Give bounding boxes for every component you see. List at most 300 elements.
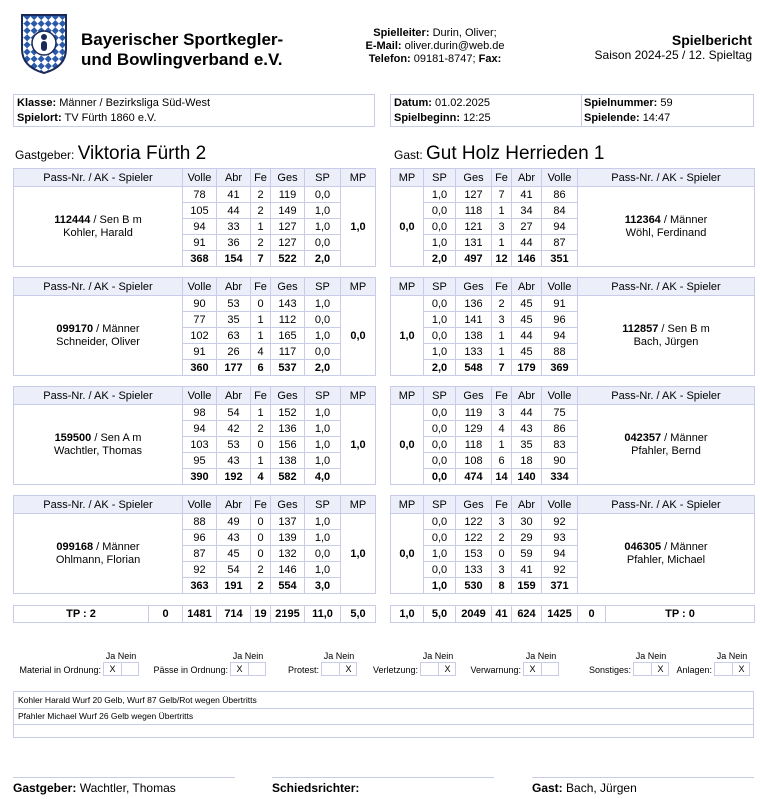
away-cell-volle: 83: [542, 437, 578, 453]
away-cell-ges: 133: [456, 344, 492, 360]
check-label: Protest:: [287, 665, 319, 675]
away-cell-abr: 27: [512, 219, 542, 235]
home-signature: [13, 777, 235, 795]
away-cell-abr: 45: [512, 312, 542, 328]
home-col-header-volle: Volle: [183, 169, 217, 187]
home-col-header-ges: Ges: [271, 278, 305, 296]
home-player-ak: / Sen B m: [90, 213, 142, 226]
home-team-title: [15, 143, 206, 165]
home-col-header-player: Pass-Nr. / AK - Spieler: [14, 278, 183, 296]
away-cell-ges: 136: [456, 296, 492, 312]
home-cell-fe: 2: [251, 187, 271, 203]
home-player-ak: / Männer: [93, 322, 140, 335]
away-cell-ges: 131: [456, 235, 492, 251]
datum-label: Datum:: [394, 97, 432, 109]
away-total-mp: 1,0: [391, 606, 424, 623]
home-player-name: Wachtler, Thomas: [53, 444, 143, 457]
check-label: Material in Ordnung:: [19, 665, 101, 675]
home-sum-abr: 177: [217, 360, 251, 376]
check-box[interactable]: [321, 662, 357, 676]
home-cell-abr: 33: [217, 219, 251, 235]
home-sum-fe: 6: [251, 360, 271, 376]
away-col-header-mp: MP: [391, 278, 424, 296]
home-cell-volle: 78: [183, 187, 217, 203]
away-cell-sp: 0,0: [424, 530, 456, 546]
home-player-info: [14, 405, 183, 485]
away-signature-value: Bach, Jürgen: [566, 781, 637, 795]
home-sum-abr: 154: [217, 251, 251, 267]
home-cell-abr: 26: [217, 344, 251, 360]
home-cell-abr: 42: [217, 421, 251, 437]
away-cell-sp: 1,0: [424, 344, 456, 360]
home-cell-ges: 139: [271, 530, 305, 546]
away-player-name: Pfahler, Bernd: [631, 444, 701, 457]
note-line: [14, 724, 753, 740]
away-sum-sp: 1,0: [424, 578, 456, 594]
away-cell-fe: 2: [492, 296, 512, 312]
home-cell-abr: 54: [217, 562, 251, 578]
home-col-header-fe: Fe: [251, 496, 271, 514]
away-cell-ges: 118: [456, 437, 492, 453]
away-cell-volle: 84: [542, 203, 578, 219]
klasse-label: Klasse:: [17, 97, 57, 109]
away-cell-ges: 141: [456, 312, 492, 328]
away-col-header-player: Pass-Nr. / AK - Spieler: [578, 278, 755, 296]
home-col-header-abr: Abr: [217, 169, 251, 187]
away-sum-ges: 530: [456, 578, 492, 594]
home-cell-abr: 43: [217, 453, 251, 469]
away-cell-sp: 0,0: [424, 328, 456, 344]
home-sum-volle: 360: [183, 360, 217, 376]
check-nein: X: [345, 664, 352, 674]
home-cell-abr: 41: [217, 187, 251, 203]
away-cell-ges: 121: [456, 219, 492, 235]
home-cell-sp: 1,0: [305, 203, 341, 219]
away-sum-ges: 497: [456, 251, 492, 267]
away-sum-abr: 159: [512, 578, 542, 594]
away-player-mp: 0,0: [391, 187, 424, 267]
away-cell-sp: 0,0: [424, 296, 456, 312]
away-cell-fe: 6: [492, 453, 512, 469]
away-cell-volle: 94: [542, 328, 578, 344]
away-col-header-abr: Abr: [512, 496, 542, 514]
home-cell-abr: 44: [217, 203, 251, 219]
away-cell-fe: 1: [492, 328, 512, 344]
away-cell-fe: 3: [492, 312, 512, 328]
report-title: Spielbericht: [671, 32, 752, 48]
away-cell-volle: 75: [542, 405, 578, 421]
home-sum-ges: 522: [271, 251, 305, 267]
away-cell-sp: 0,0: [424, 405, 456, 421]
away-cell-abr: 41: [512, 562, 542, 578]
home-cell-volle: 96: [183, 530, 217, 546]
check-box[interactable]: [420, 662, 456, 676]
away-col-header-sp: SP: [424, 278, 456, 296]
home-cell-sp: 1,0: [305, 514, 341, 530]
away-sum-volle: 369: [542, 360, 578, 376]
away-cell-fe: 7: [492, 187, 512, 203]
home-col-header-sp: SP: [305, 496, 341, 514]
home-cell-volle: 91: [183, 344, 217, 360]
note-line: Kohler Harald Wurf 20 Gelb, Wurf 87 Gelb/Rot wegen Übertritts: [14, 692, 753, 709]
home-cell-volle: 88: [183, 514, 217, 530]
home-total-cell: 0: [149, 606, 183, 623]
spielbeginn-label: Spielbeginn:: [394, 112, 460, 124]
telefon-label: Telefon:: [368, 53, 411, 65]
home-col-header-mp: MP: [341, 278, 376, 296]
home-col-header-player: Pass-Nr. / AK - Spieler: [14, 387, 183, 405]
home-cell-abr: 43: [217, 530, 251, 546]
away-col-header-volle: Volle: [542, 387, 578, 405]
home-cell-ges: 112: [271, 312, 305, 328]
check-label: Pässe in Ordnung:: [153, 665, 228, 675]
home-cell-sp: 0,0: [305, 312, 341, 328]
home-cell-ges: 149: [271, 203, 305, 219]
home-col-header-fe: Fe: [251, 387, 271, 405]
away-cell-volle: 93: [542, 530, 578, 546]
home-team-name: Viktoria Fürth 2: [77, 143, 207, 164]
away-sum-sp: 2,0: [424, 360, 456, 376]
away-cell-fe: 1: [492, 203, 512, 219]
spielort-label: Spielort:: [17, 112, 62, 124]
home-cell-ges: 137: [271, 514, 305, 530]
home-cell-volle: 103: [183, 437, 217, 453]
away-col-header-sp: SP: [424, 387, 456, 405]
home-sum-abr: 192: [217, 469, 251, 485]
away-total-sp: 5,0: [424, 606, 456, 623]
home-sum-fe: 4: [251, 469, 271, 485]
away-cell-volle: 96: [542, 312, 578, 328]
home-cell-ges: 127: [271, 219, 305, 235]
home-col-header-sp: SP: [305, 278, 341, 296]
spielort-value: TV Fürth 1860 e.V.: [64, 112, 157, 124]
home-player-mp: 1,0: [341, 405, 376, 485]
home-cell-abr: 36: [217, 235, 251, 251]
away-cell-fe: 2: [492, 530, 512, 546]
away-cell-abr: 41: [512, 187, 542, 203]
ja-nein-header: Ja Nein: [232, 651, 264, 661]
check-box[interactable]: [714, 662, 750, 676]
home-cell-ges: 117: [271, 344, 305, 360]
home-sum-volle: 390: [183, 469, 217, 485]
home-cell-ges: 132: [271, 546, 305, 562]
note-line: Pfahler Michael Wurf 26 Gelb wegen Übertritts: [14, 708, 753, 725]
home-cell-fe: 1: [251, 405, 271, 421]
home-cell-volle: 87: [183, 546, 217, 562]
away-player-ak: / Männer: [661, 540, 708, 553]
ja-nein-header: Ja Nein: [323, 651, 355, 661]
referee-signature: [272, 777, 494, 795]
away-cell-ges: 153: [456, 546, 492, 562]
away-player-block: [390, 495, 755, 594]
check-divider: [248, 663, 249, 675]
away-cell-volle: 87: [542, 235, 578, 251]
away-cell-sp: 0,0: [424, 203, 456, 219]
away-cell-abr: 30: [512, 514, 542, 530]
away-col-header-mp: MP: [391, 169, 424, 187]
home-total-volle: 1481: [183, 606, 217, 623]
ja-nein-header: Ja Nein: [525, 651, 557, 661]
check-box[interactable]: [523, 662, 559, 676]
home-col-header-sp: SP: [305, 387, 341, 405]
season-info: Saison 2024-25 / 12. Spieltag: [594, 48, 752, 62]
away-cell-abr: 43: [512, 421, 542, 437]
ja-nein-header: Ja Nein: [635, 651, 667, 661]
away-cell-abr: 45: [512, 344, 542, 360]
check-label: Verwarnung:: [470, 665, 521, 675]
away-cell-fe: 3: [492, 405, 512, 421]
away-cell-sp: 1,0: [424, 187, 456, 203]
email-value: oliver.durin@web.de: [404, 40, 505, 52]
home-player-info: [14, 514, 183, 594]
home-player-pass: 112444: [54, 213, 91, 226]
check-nein: X: [738, 664, 745, 674]
home-cell-fe: 2: [251, 203, 271, 219]
away-player-block: [390, 168, 755, 267]
away-cell-volle: 94: [542, 546, 578, 562]
check-box[interactable]: [633, 662, 669, 676]
check-box[interactable]: [103, 662, 139, 676]
home-cell-ges: 156: [271, 437, 305, 453]
away-cell-ges: 138: [456, 328, 492, 344]
away-cell-ges: 133: [456, 562, 492, 578]
home-sum-sp: 3,0: [305, 578, 341, 594]
away-player-mp: 1,0: [391, 296, 424, 376]
check-label: Verletzung:: [372, 665, 418, 675]
home-total-abr: 714: [217, 606, 251, 623]
away-cell-abr: 29: [512, 530, 542, 546]
home-cell-abr: 53: [217, 437, 251, 453]
home-player-block: [13, 168, 376, 267]
spielleiter-value: Durin, Oliver;: [432, 27, 497, 39]
away-cell-fe: 3: [492, 562, 512, 578]
home-col-header-volle: Volle: [183, 278, 217, 296]
check-ja: X: [109, 664, 116, 674]
away-cell-sp: 0,0: [424, 219, 456, 235]
away-cell-ges: 122: [456, 530, 492, 546]
away-total-abr: 624: [512, 606, 542, 623]
home-col-header-player: Pass-Nr. / AK - Spieler: [14, 169, 183, 187]
klasse-value: Männer / Bezirksliga Süd-West: [59, 97, 211, 109]
home-cell-sp: 1,0: [305, 421, 341, 437]
away-col-header-mp: MP: [391, 387, 424, 405]
away-cell-volle: 88: [542, 344, 578, 360]
away-team-name: Gut Holz Herrieden 1: [426, 143, 605, 164]
away-sum-abr: 146: [512, 251, 542, 267]
home-cell-sp: 0,0: [305, 344, 341, 360]
league-contact: [340, 27, 530, 66]
report-heading: [595, 32, 752, 62]
away-cell-sp: 0,0: [424, 421, 456, 437]
away-player-name: Wöhl, Ferdinand: [625, 226, 707, 239]
home-cell-sp: 1,0: [305, 437, 341, 453]
home-col-header-fe: Fe: [251, 278, 271, 296]
away-col-header-volle: Volle: [542, 496, 578, 514]
home-col-header-player: Pass-Nr. / AK - Spieler: [14, 496, 183, 514]
home-player-name: Schneider, Oliver: [56, 335, 140, 348]
home-player-mp: 0,0: [341, 296, 376, 376]
home-cell-volle: 91: [183, 235, 217, 251]
federation-name-line2: und Bowlingverband e.V.: [81, 50, 283, 69]
home-sum-sp: 2,0: [305, 360, 341, 376]
federation-name-line1: Bayerischer Sportkegler-: [81, 30, 284, 49]
home-cell-fe: 1: [251, 453, 271, 469]
home-cell-sp: 1,0: [305, 562, 341, 578]
home-sum-ges: 582: [271, 469, 305, 485]
away-cell-ges: 118: [456, 203, 492, 219]
away-sum-abr: 179: [512, 360, 542, 376]
away-col-header-ges: Ges: [456, 169, 492, 187]
away-player-pass: 112364: [624, 213, 661, 226]
away-cell-ges: 119: [456, 405, 492, 421]
away-cell-abr: 18: [512, 453, 542, 469]
check-ja: X: [529, 664, 536, 674]
home-player-ak: / Männer: [93, 540, 140, 553]
home-cell-sp: 1,0: [305, 328, 341, 344]
away-cell-volle: 86: [542, 187, 578, 203]
away-player-info: [578, 405, 755, 485]
away-total-cell: 0: [578, 606, 606, 623]
away-signature: [532, 777, 754, 795]
away-sum-ges: 548: [456, 360, 492, 376]
ja-nein-header: Ja Nein: [716, 651, 748, 661]
home-cell-fe: 1: [251, 328, 271, 344]
home-col-header-ges: Ges: [271, 169, 305, 187]
home-cell-ges: 127: [271, 235, 305, 251]
spielnummer-label: Spielnummer:: [584, 97, 658, 109]
home-cell-sp: 0,0: [305, 546, 341, 562]
info-divider: [581, 95, 582, 126]
home-cell-abr: 35: [217, 312, 251, 328]
home-cell-volle: 105: [183, 203, 217, 219]
home-cell-fe: 2: [251, 562, 271, 578]
away-cell-abr: 45: [512, 296, 542, 312]
home-cell-sp: 1,0: [305, 530, 341, 546]
home-cell-ges: 119: [271, 187, 305, 203]
away-col-header-ges: Ges: [456, 496, 492, 514]
away-player-pass: 112857: [622, 322, 659, 335]
home-total-ges: 2195: [271, 606, 305, 623]
ja-nein-header: Ja Nein: [105, 651, 137, 661]
away-col-header-fe: Fe: [492, 169, 512, 187]
away-cell-fe: 3: [492, 219, 512, 235]
away-cell-volle: 92: [542, 562, 578, 578]
home-cell-volle: 94: [183, 219, 217, 235]
away-sum-volle: 334: [542, 469, 578, 485]
away-total-ges: 2049: [456, 606, 492, 623]
home-col-header-sp: SP: [305, 169, 341, 187]
away-cell-abr: 44: [512, 235, 542, 251]
away-cell-fe: 3: [492, 514, 512, 530]
away-cell-fe: 4: [492, 421, 512, 437]
away-sum-volle: 371: [542, 578, 578, 594]
home-cell-fe: 0: [251, 546, 271, 562]
away-totals-row: [390, 605, 755, 623]
home-signature-value: Wachtler, Thomas: [79, 781, 176, 795]
home-sum-fe: 2: [251, 578, 271, 594]
away-sum-volle: 351: [542, 251, 578, 267]
away-col-header-fe: Fe: [492, 387, 512, 405]
home-player-pass: 159500: [54, 431, 92, 444]
away-col-header-ges: Ges: [456, 387, 492, 405]
away-player-info: [578, 296, 755, 376]
fax-label: Fax:: [478, 53, 502, 65]
home-sum-fe: 7: [251, 251, 271, 267]
away-col-header-abr: Abr: [512, 387, 542, 405]
home-player-mp: 1,0: [341, 514, 376, 594]
home-cell-sp: 0,0: [305, 235, 341, 251]
home-cell-sp: 1,0: [305, 453, 341, 469]
home-sum-volle: 363: [183, 578, 217, 594]
away-col-header-sp: SP: [424, 496, 456, 514]
home-player-info: [14, 296, 183, 376]
away-col-header-volle: Volle: [542, 169, 578, 187]
home-col-header-abr: Abr: [217, 278, 251, 296]
home-cell-abr: 53: [217, 296, 251, 312]
away-col-header-mp: MP: [391, 496, 424, 514]
away-cell-volle: 94: [542, 219, 578, 235]
away-player-name: Pfahler, Michael: [626, 553, 706, 566]
away-cell-abr: 59: [512, 546, 542, 562]
home-sum-volle: 368: [183, 251, 217, 267]
spielnummer-value: 59: [660, 97, 673, 109]
home-cell-volle: 77: [183, 312, 217, 328]
home-player-info: [14, 187, 183, 267]
home-cell-abr: 63: [217, 328, 251, 344]
away-cell-sp: 1,0: [424, 546, 456, 562]
federation-name: [81, 30, 283, 70]
home-col-header-abr: Abr: [217, 387, 251, 405]
referee-signature-label: Schiedsrichter:: [272, 781, 360, 795]
home-cell-sp: 0,0: [305, 187, 341, 203]
home-tp: TP : 2: [14, 606, 149, 623]
away-player-info: [578, 514, 755, 594]
home-cell-abr: 49: [217, 514, 251, 530]
home-cell-ges: 143: [271, 296, 305, 312]
home-cell-sp: 1,0: [305, 296, 341, 312]
away-cell-fe: 1: [492, 235, 512, 251]
check-box[interactable]: [230, 662, 266, 676]
home-cell-volle: 98: [183, 405, 217, 421]
home-cell-fe: 0: [251, 437, 271, 453]
away-cell-abr: 44: [512, 405, 542, 421]
home-player-pass: 099170: [56, 322, 94, 335]
away-cell-ges: 122: [456, 514, 492, 530]
home-cell-fe: 2: [251, 235, 271, 251]
home-cell-ges: 138: [271, 453, 305, 469]
away-tp: TP : 0: [606, 606, 755, 623]
check-label: Sonstiges:: [588, 665, 631, 675]
away-cell-volle: 92: [542, 514, 578, 530]
home-signature-label: Gastgeber:: [13, 781, 77, 795]
home-col-header-fe: Fe: [251, 169, 271, 187]
home-col-header-abr: Abr: [217, 496, 251, 514]
away-col-header-player: Pass-Nr. / AK - Spieler: [578, 169, 755, 187]
away-player-pass: 046305: [624, 540, 662, 553]
away-cell-sp: 1,0: [424, 312, 456, 328]
away-cell-abr: 35: [512, 437, 542, 453]
home-cell-sp: 1,0: [305, 219, 341, 235]
home-col-header-volle: Volle: [183, 387, 217, 405]
away-col-header-player: Pass-Nr. / AK - Spieler: [578, 387, 755, 405]
home-cell-abr: 45: [217, 546, 251, 562]
home-sum-ges: 537: [271, 360, 305, 376]
home-col-header-volle: Volle: [183, 496, 217, 514]
telefon-value: 09181-8747;: [413, 53, 476, 65]
home-cell-fe: 0: [251, 296, 271, 312]
home-cell-volle: 94: [183, 421, 217, 437]
away-cell-abr: 44: [512, 328, 542, 344]
